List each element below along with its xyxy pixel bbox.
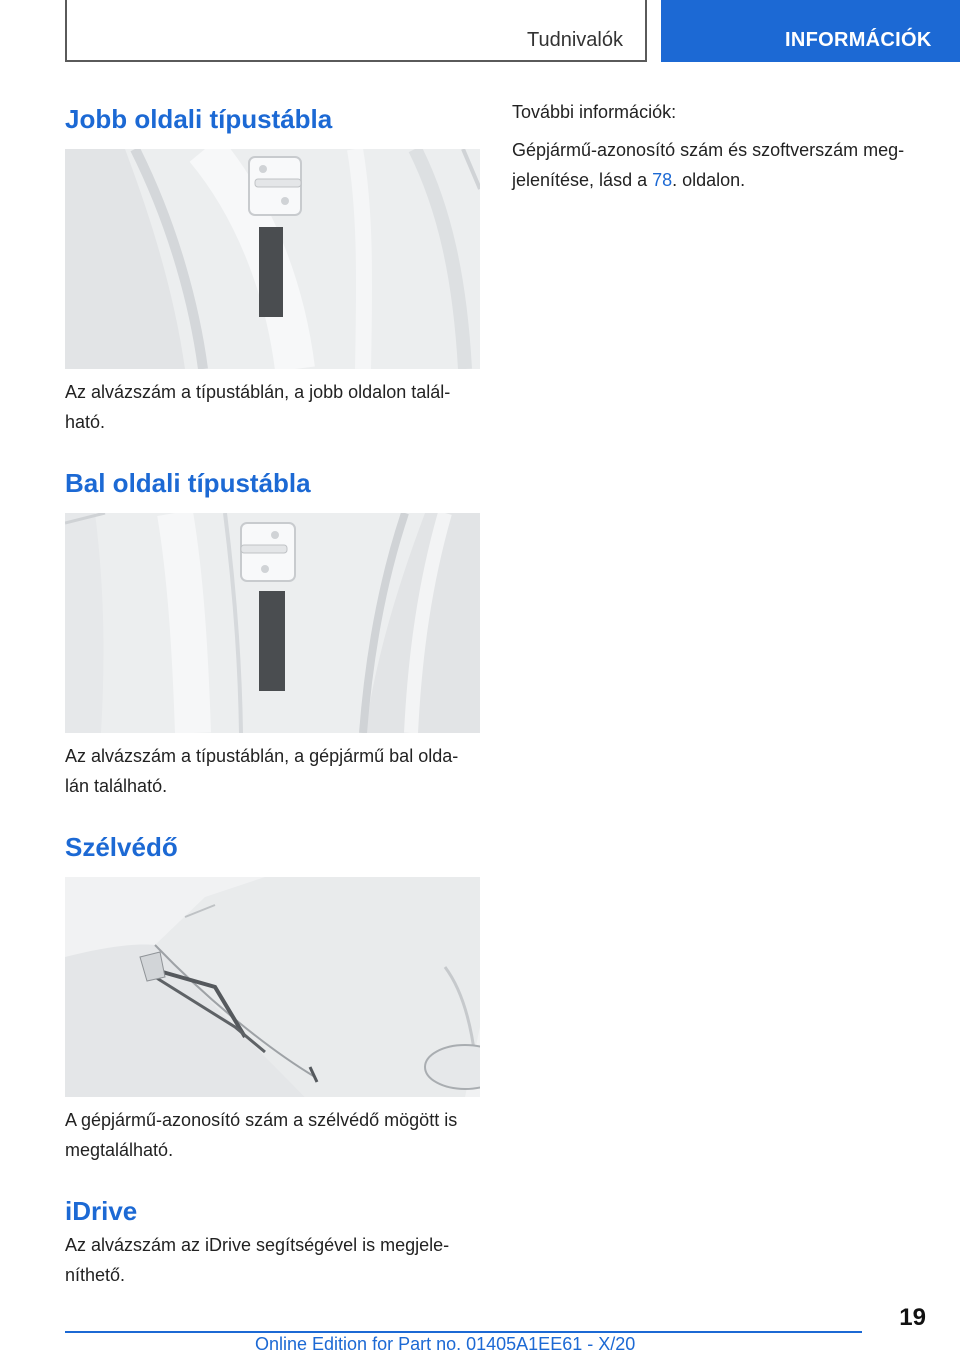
idrive-text: Az alvázszám az iDrive segítségével is megjele- níthető.: [65, 1235, 450, 1285]
more-info-heading: További információk:: [512, 102, 677, 122]
left-type-plate-image: [65, 513, 480, 733]
page-number: 19: [899, 1304, 926, 1331]
section-title-left-plate: Bal oldali típustábla: [65, 468, 311, 498]
right-type-plate-image: [65, 149, 480, 369]
header-section-box: [65, 0, 647, 62]
header-chapter-tab[interactable]: [661, 0, 960, 62]
footer-edition: Online Edition for Part no. 01405A1EE61 - X/20: [255, 1334, 636, 1354]
footer-rule: [65, 1331, 862, 1333]
header-chapter-label: INFORMÁCIÓK: [785, 29, 932, 51]
windshield-image: [65, 877, 480, 1097]
right-plate-caption: Az alvázszám a típustáblán, a jobb oldalon talál- ható.: [65, 382, 451, 432]
section-title-windshield: Szélvédő: [65, 832, 178, 862]
more-info-text-after: . oldalon.: [672, 170, 746, 190]
more-info-text-before: Gépjármű-azonosító szám és szoftverszám meg- jelenítése, lásd a: [512, 140, 905, 190]
section-title-idrive: iDrive: [65, 1196, 138, 1226]
left-plate-caption: Az alvázszám a típustáblán, a gépjármű bal olda- lán található.: [65, 746, 459, 796]
page-link[interactable]: 78: [652, 170, 673, 190]
more-info-text: [512, 135, 932, 195]
section-title-right-plate: Jobb oldali típustábla: [65, 104, 333, 134]
windshield-caption: A gépjármű-azonosító szám a szélvédő mögött is megtalálható.: [65, 1110, 458, 1160]
header-section-label: Tudnivalók: [527, 29, 623, 51]
